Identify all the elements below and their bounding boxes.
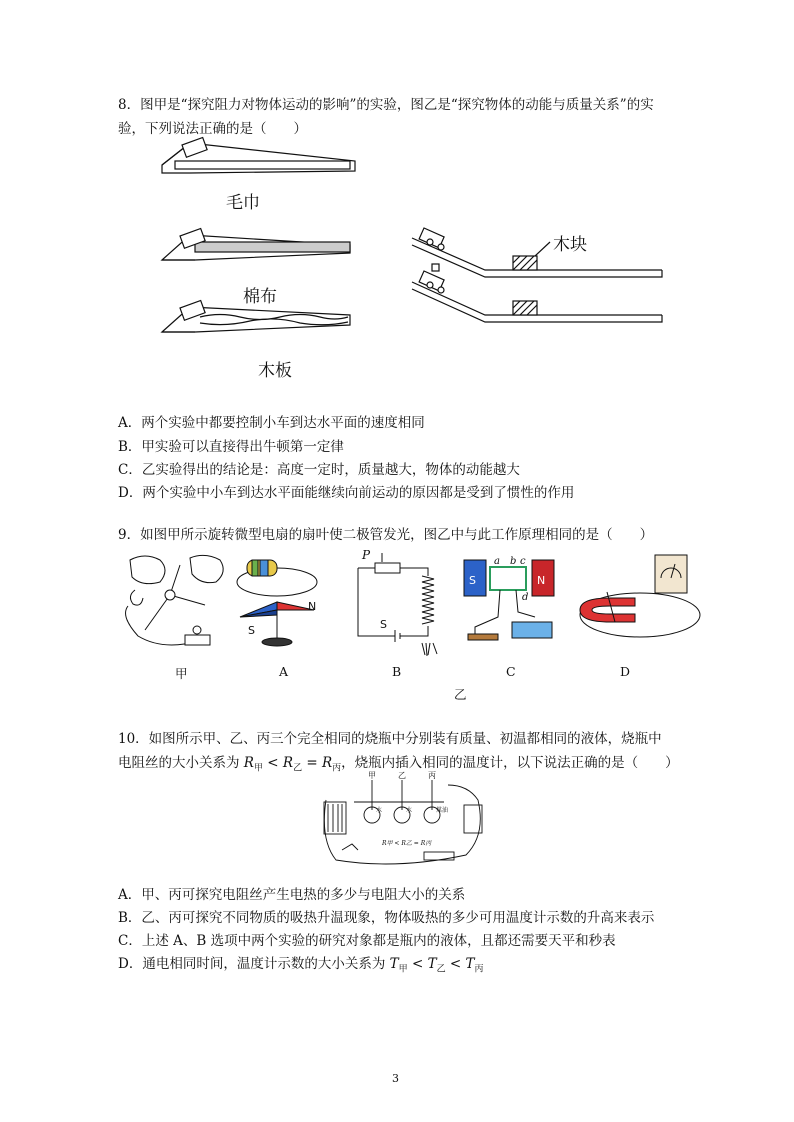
q10-option-b[interactable]: B．乙、丙可探究不同物质的吸热升温现象，物体吸热的多少可用温度计示数的升高来表示 (118, 910, 655, 926)
label-rheostat-p: P (362, 548, 371, 562)
flask-label-yi: 乙 (398, 771, 406, 780)
label-pole-n: N (308, 600, 317, 613)
label-coil-b: b (510, 556, 517, 567)
q9-label-c[interactable]: C (506, 664, 516, 679)
liquid-label-yi: 水 (406, 807, 413, 814)
label-pole-n-c: N (537, 574, 546, 587)
flask-label-jia: 甲 (368, 771, 376, 780)
q9-label-yi: 乙 (454, 687, 467, 702)
label-switch-s: S (380, 618, 387, 631)
surface-label-cotton: 棉布 (243, 287, 277, 307)
q9-figure-a (232, 552, 322, 652)
q8-option-b[interactable]: B．甲实验可以直接得出牛顿第一定律 (118, 439, 344, 455)
label-coil-a: a (494, 556, 500, 567)
q10-stem-line1: 10．如图所示甲、乙、丙三个完全相同的烧瓶中分别装有质量、初温都相同的液体，烧瓶中 (118, 731, 662, 747)
block-label: 木块 (553, 235, 587, 255)
q8-stem-line1: 8．图甲是“探究阻力对物体运动的影响”的实验，图乙是“探究物体的动能与质量关系”的实 (118, 97, 654, 113)
page-number: 3 (392, 1072, 399, 1085)
q10-figure (314, 770, 494, 870)
q10-option-d[interactable]: D．通电相同时间，温度计示数的大小关系为 $T_甲 < T_乙 < T_丙$ (118, 956, 484, 975)
q8-figure-yi (410, 220, 670, 330)
circuit-note: R甲 < R乙 = R丙 (382, 840, 432, 847)
q9-figure-d (575, 550, 695, 645)
label-pole-s: S (248, 624, 255, 637)
q9-label-b[interactable]: B (392, 664, 402, 679)
q9-label-d[interactable]: D (620, 664, 631, 679)
q10-stem-line2: 电阻丝的大小关系为 $R_甲 < R_乙 = R_丙$，烧瓶内插入相同的温度计，以下说法正确的是（ ） (118, 755, 679, 774)
q9-figure-c (460, 552, 560, 647)
q8-option-d[interactable]: D．两个实验中小车到达水平面能继续向前运动的原因都是受到了惯性的作用 (118, 485, 575, 501)
surface-label-wood: 木板 (258, 361, 292, 381)
flask-label-bing: 丙 (428, 771, 436, 780)
q9-figure-b (350, 548, 445, 663)
q10-option-a[interactable]: A．甲、丙可探究电阻丝产生电热的多少与电阻大小的关系 (118, 887, 466, 903)
q8-option-c[interactable]: C．乙实验得出的结论是：高度一定时，质量越大，物体的动能越大 (118, 462, 520, 478)
q8-option-a[interactable]: A．两个实验中都要控制小车到达水平面的速度相同 (118, 415, 425, 431)
surface-label-towel: 毛巾 (226, 193, 260, 213)
liquid-label-bing: 煤油 (436, 807, 449, 814)
q9-label-jia: 甲 (175, 666, 188, 681)
q9-figure-jia (120, 550, 230, 655)
label-coil-c: c (520, 556, 526, 567)
q9-label-a[interactable]: A (279, 664, 289, 679)
q8-stem-line2: 验，下列说法正确的是（ ） (118, 121, 307, 137)
liquid-label-jia: 水 (376, 807, 383, 814)
label-pole-s-c: S (469, 574, 476, 587)
q8-figure-jia (150, 135, 360, 385)
q10-option-c[interactable]: C．上述 A、B 选项中两个实验的研究对象都是瓶内的液体，且都还需要天平和秒表 (118, 933, 616, 949)
label-coil-d: d (522, 592, 529, 603)
q9-stem: 9．如图甲所示旋转微型电扇的扇叶使二极管发光，图乙中与此工作原理相同的是（ ） (118, 527, 654, 543)
